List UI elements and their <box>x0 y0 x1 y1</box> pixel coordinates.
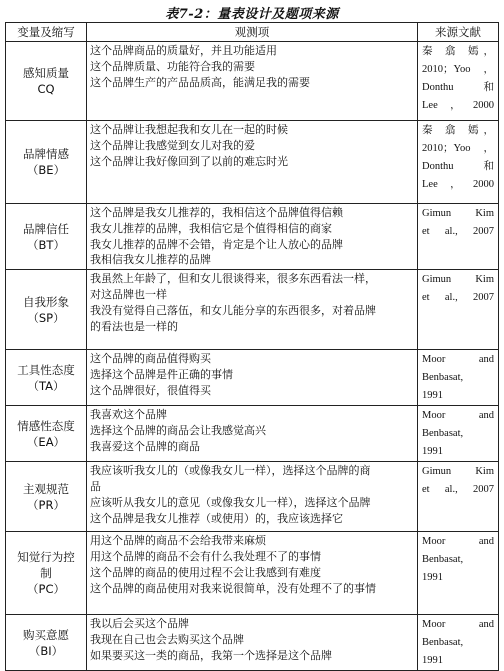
item-text: 这个品牌让我想起我和女儿在一起的时候 <box>90 123 288 136</box>
table-header-row <box>6 23 499 42</box>
source-text: 1991 <box>422 446 443 458</box>
item-text: 应该听从我女儿的意见（或像我女儿一样），选择这个品牌 <box>90 495 371 509</box>
item-text: 用这个品牌的商品不会有什么我处理不了的事情 <box>90 549 321 563</box>
items-cell <box>87 204 418 270</box>
source-text: 秦 翕 嫣， <box>422 46 494 57</box>
source-cell <box>418 532 499 615</box>
variable-abbr: （BT） <box>27 237 65 252</box>
source-cell <box>418 121 499 204</box>
header-variable: 变量及缩写 <box>6 23 87 42</box>
item-text: 我以后会买这个品牌 <box>90 617 189 631</box>
item-text: 用这个品牌的商品不会给我带来麻烦 <box>90 534 266 548</box>
source-text: 1991 <box>422 572 443 584</box>
variable-cell <box>6 204 87 270</box>
item-text: 我没有觉得自己落伍，和女儿能分享的东西很多，对着品牌 <box>90 303 376 317</box>
source-cell <box>418 270 499 350</box>
source-cell <box>418 42 499 121</box>
item-text: 这个品牌的商品使用对我来说很简单，没有处理不了的事情 <box>90 581 376 595</box>
item-text: 对这品牌也一样 <box>90 287 167 301</box>
table-row <box>6 350 499 406</box>
source-text: et al., 2007 <box>422 226 494 237</box>
items-cell <box>87 406 418 462</box>
variable-name: 品牌信任 <box>23 221 69 236</box>
item-text: 品 <box>90 479 101 493</box>
variable-abbr: （SP） <box>27 310 65 325</box>
items-cell <box>87 615 418 671</box>
item-text: 我喜爱这个品牌的商品 <box>90 439 200 453</box>
items-cell <box>87 42 418 121</box>
item-text: 我相信我女儿推荐的品牌 <box>90 253 211 267</box>
source-cell <box>418 204 499 270</box>
source-text: Moor and <box>422 619 494 631</box>
item-text: 我女儿推荐的品牌不会错，肯定是个让人放心的品牌 <box>90 237 343 251</box>
item-text: 我虽然上年龄了，但和女儿很谈得来，很多东西看法一样， <box>90 272 376 286</box>
item-text: 的看法也是一样的 <box>90 319 178 333</box>
items-cell <box>87 462 418 532</box>
source-cell <box>418 350 499 406</box>
variable-cell <box>6 42 87 121</box>
table-row <box>6 270 499 350</box>
item-text: 我喜欢这个品牌 <box>90 408 167 422</box>
source-cell <box>418 462 499 532</box>
item-text: 这个品牌让我感觉到女儿对我的爱 <box>90 138 255 152</box>
item-text: 这个品牌的商品值得购买 <box>90 352 211 366</box>
source-text: Gimun Kim <box>422 208 494 219</box>
variable-name: 购买意愿 <box>23 627 69 642</box>
variable-abbr: （PR） <box>27 497 65 512</box>
variable-abbr: （BI） <box>28 643 64 658</box>
source-cell <box>418 615 499 671</box>
variable-cell <box>6 615 87 671</box>
variable-cell <box>6 406 87 462</box>
source-text: Lee，2000 <box>422 100 494 111</box>
table-row <box>6 121 499 204</box>
variable-abbr: （PC） <box>27 582 65 597</box>
item-text: 选择这个品牌是件正确的事情 <box>90 367 233 381</box>
source-text: Benbasat, <box>422 372 464 384</box>
item-text: 我女儿推荐的品牌，我相信它是个值得相信的商家 <box>90 221 332 235</box>
table-row <box>6 462 499 532</box>
item-text: 这个品牌很好，很值得买 <box>90 383 211 397</box>
variable-name: 感知质量 <box>23 66 69 80</box>
variable-name: 主观规范 <box>23 481 69 496</box>
table-title: 表7-2：量表设计及题项来源 <box>165 7 339 22</box>
source-text: Donthu 和 <box>422 161 494 172</box>
variable-name: 品牌情感 <box>23 147 69 161</box>
variable-name: 知觉行为控 <box>17 550 75 565</box>
source-text: Gimun Kim <box>422 274 494 286</box>
source-text: 2010；Yoo， <box>422 143 494 154</box>
variable-abbr: （TA） <box>27 378 65 393</box>
source-text: 1991 <box>422 390 443 402</box>
item-text: 这个品牌生产的产品品质高，能满足我的需要 <box>90 75 310 89</box>
header-items: 观测项 <box>87 23 418 42</box>
items-cell <box>87 121 418 204</box>
source-text: 秦 翕 嫣， <box>422 125 494 136</box>
source-text: et al., 2007 <box>422 484 494 496</box>
item-text: 这个品牌是我女儿推荐（或使用）的，我应该选择它 <box>90 511 343 525</box>
variable-cell <box>6 121 87 204</box>
item-text: 我应该听我女儿的（或像我女儿一样），选择这个品牌的商 <box>90 464 371 478</box>
variable-cell <box>6 350 87 406</box>
source-text: Benbasat, <box>422 428 464 440</box>
item-text: 如果要买这一类的商品，我第一个选择是这个品牌 <box>90 648 332 662</box>
source-cell <box>418 406 499 462</box>
source-text: et al., 2007 <box>422 292 494 304</box>
variable-name: 情感性态度 <box>17 418 75 433</box>
items-cell <box>87 350 418 406</box>
source-text: Moor and <box>422 410 494 422</box>
variable-abbr: CQ <box>37 82 55 96</box>
table-row <box>6 204 499 270</box>
item-text: 这个品牌让我好像回到了以前的难忘时光 <box>90 154 288 168</box>
source-text: Gimun Kim <box>422 466 494 478</box>
header-source: 来源文献 <box>418 23 499 42</box>
variable-cell <box>6 462 87 532</box>
variable-name: 工具性态度 <box>17 362 75 377</box>
variable-cell <box>6 270 87 350</box>
table-row <box>6 42 499 121</box>
item-text: 这个品牌商品的质量好，并且功能适用 <box>90 44 277 57</box>
source-text: 1991 <box>422 655 443 667</box>
variable-abbr: （EA） <box>26 434 66 449</box>
source-text: Benbasat, <box>422 637 464 649</box>
source-text: Lee，2000 <box>422 179 494 190</box>
variable-name-cont: 制 <box>40 566 52 581</box>
item-text: 选择这个品牌的商品会让我感觉高兴 <box>90 423 266 437</box>
source-text: Benbasat, <box>422 554 464 566</box>
variable-abbr: （BE） <box>26 163 66 177</box>
item-text: 这个品牌质量、功能符合我的需要 <box>90 59 255 73</box>
variable-name: 自我形象 <box>23 294 69 309</box>
item-text: 这个品牌的商品的使用过程不会让我感到有难度 <box>90 565 321 579</box>
table-row <box>6 532 499 615</box>
source-text: Moor and <box>422 354 494 366</box>
variable-cell <box>6 532 87 615</box>
scale-design-table <box>5 22 499 671</box>
items-cell <box>87 532 418 615</box>
table-row <box>6 615 499 671</box>
table-row <box>6 406 499 462</box>
source-text: Donthu 和 <box>422 82 494 93</box>
source-text: Moor and <box>422 536 494 548</box>
item-text: 我现在自己也会去购买这个品牌 <box>90 632 244 646</box>
item-text: 这个品牌是我女儿推荐的，我相信这个品牌值得信赖 <box>90 206 343 219</box>
source-text: 2010；Yoo， <box>422 64 494 75</box>
items-cell <box>87 270 418 350</box>
